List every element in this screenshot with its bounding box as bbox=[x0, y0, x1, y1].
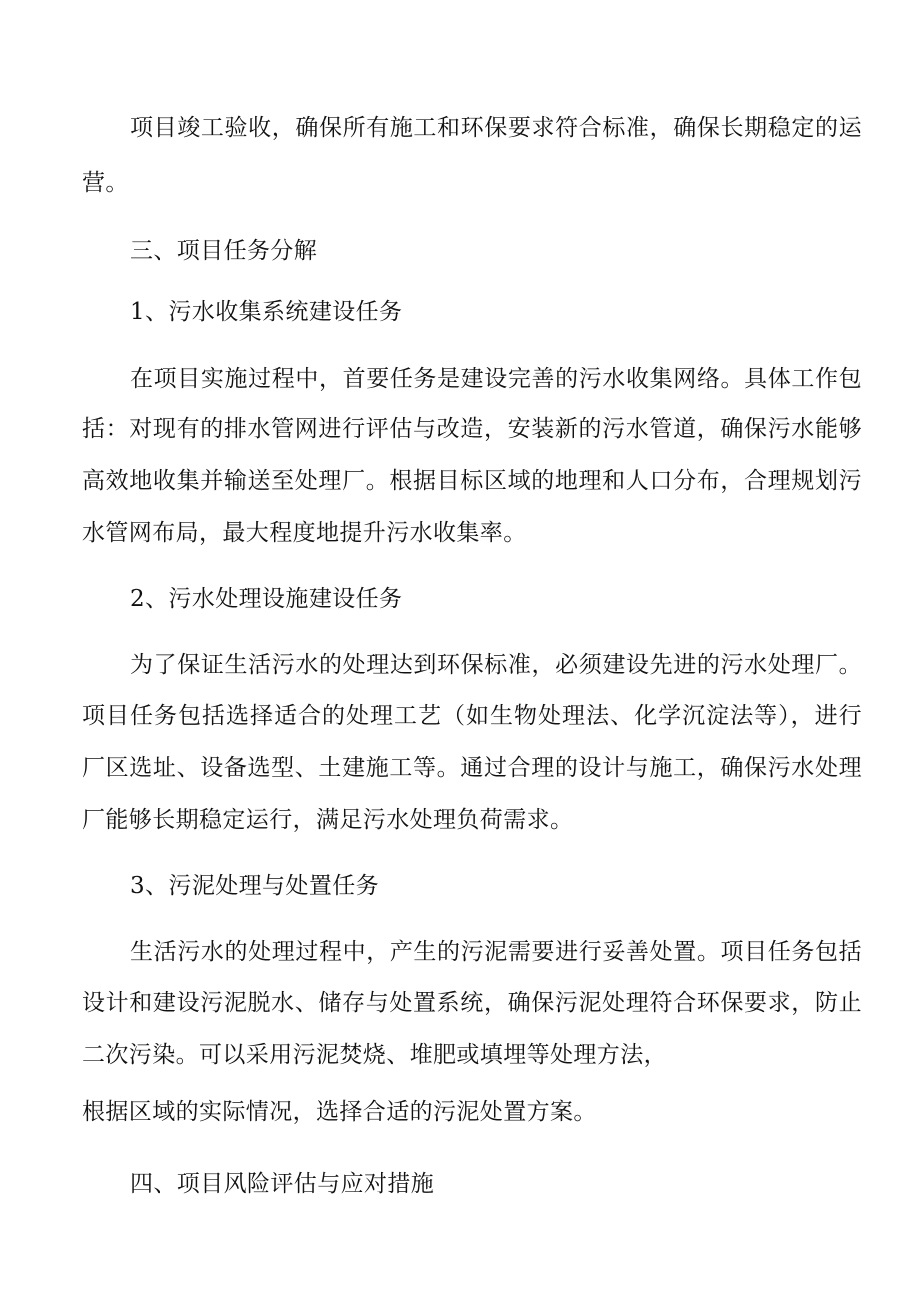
paragraph-line: 在项目实施过程中，首要任务是建设完善的污水收集网络。具体工作包 bbox=[130, 366, 862, 392]
paragraph-line: 高效地收集并输送至处理厂。根据目标区域的地理和人口分布，合理规划污 bbox=[82, 468, 862, 494]
paragraph-line: 项目任务包括选择适合的处理工艺（如生物处理法、化学沉淀法等），进行 bbox=[82, 703, 862, 729]
paragraph-line: 为了保证生活污水的处理达到环保标准，必须建设先进的污水处理厂。 bbox=[130, 652, 862, 678]
subsection-heading: 1、污水收集系统建设任务 bbox=[130, 299, 403, 325]
paragraph-line: 厂区选址、设备选型、土建施工等。通过合理的设计与施工，确保污水处理 bbox=[82, 755, 862, 781]
paragraph-line: 营。 bbox=[82, 170, 129, 196]
section-heading: 四、项目风险评估与应对措施 bbox=[130, 1171, 435, 1197]
paragraph-line: 生活污水的处理过程中，产生的污泥需要进行妥善处置。项目任务包括 bbox=[130, 939, 862, 965]
paragraph-line: 水管网布局，最大程度地提升污水收集率。 bbox=[82, 520, 527, 546]
paragraph-line: 根据区域的实际情况，选择合适的污泥处置方案。 bbox=[82, 1099, 597, 1125]
paragraph-line: 项目竣工验收，确保所有施工和环保要求符合标准，确保长期稳定的运 bbox=[130, 115, 862, 141]
paragraph-line: 设计和建设污泥脱水、储存与处置系统，确保污泥处理符合环保要求，防止 bbox=[82, 990, 862, 1016]
paragraph-line: 厂能够长期稳定运行，满足污水处理负荷需求。 bbox=[82, 807, 574, 833]
subsection-heading: 2、污水处理设施建设任务 bbox=[130, 586, 403, 612]
paragraph-line: 二次污染。可以采用污泥焚烧、堆肥或填埋等处理方法， bbox=[82, 1042, 667, 1068]
paragraph-line: 括：对现有的排水管网进行评估与改造，安装新的污水管道，确保污水能够 bbox=[82, 416, 862, 442]
section-heading: 三、项目任务分解 bbox=[130, 238, 318, 264]
subsection-heading: 3、污泥处理与处置任务 bbox=[130, 873, 380, 899]
